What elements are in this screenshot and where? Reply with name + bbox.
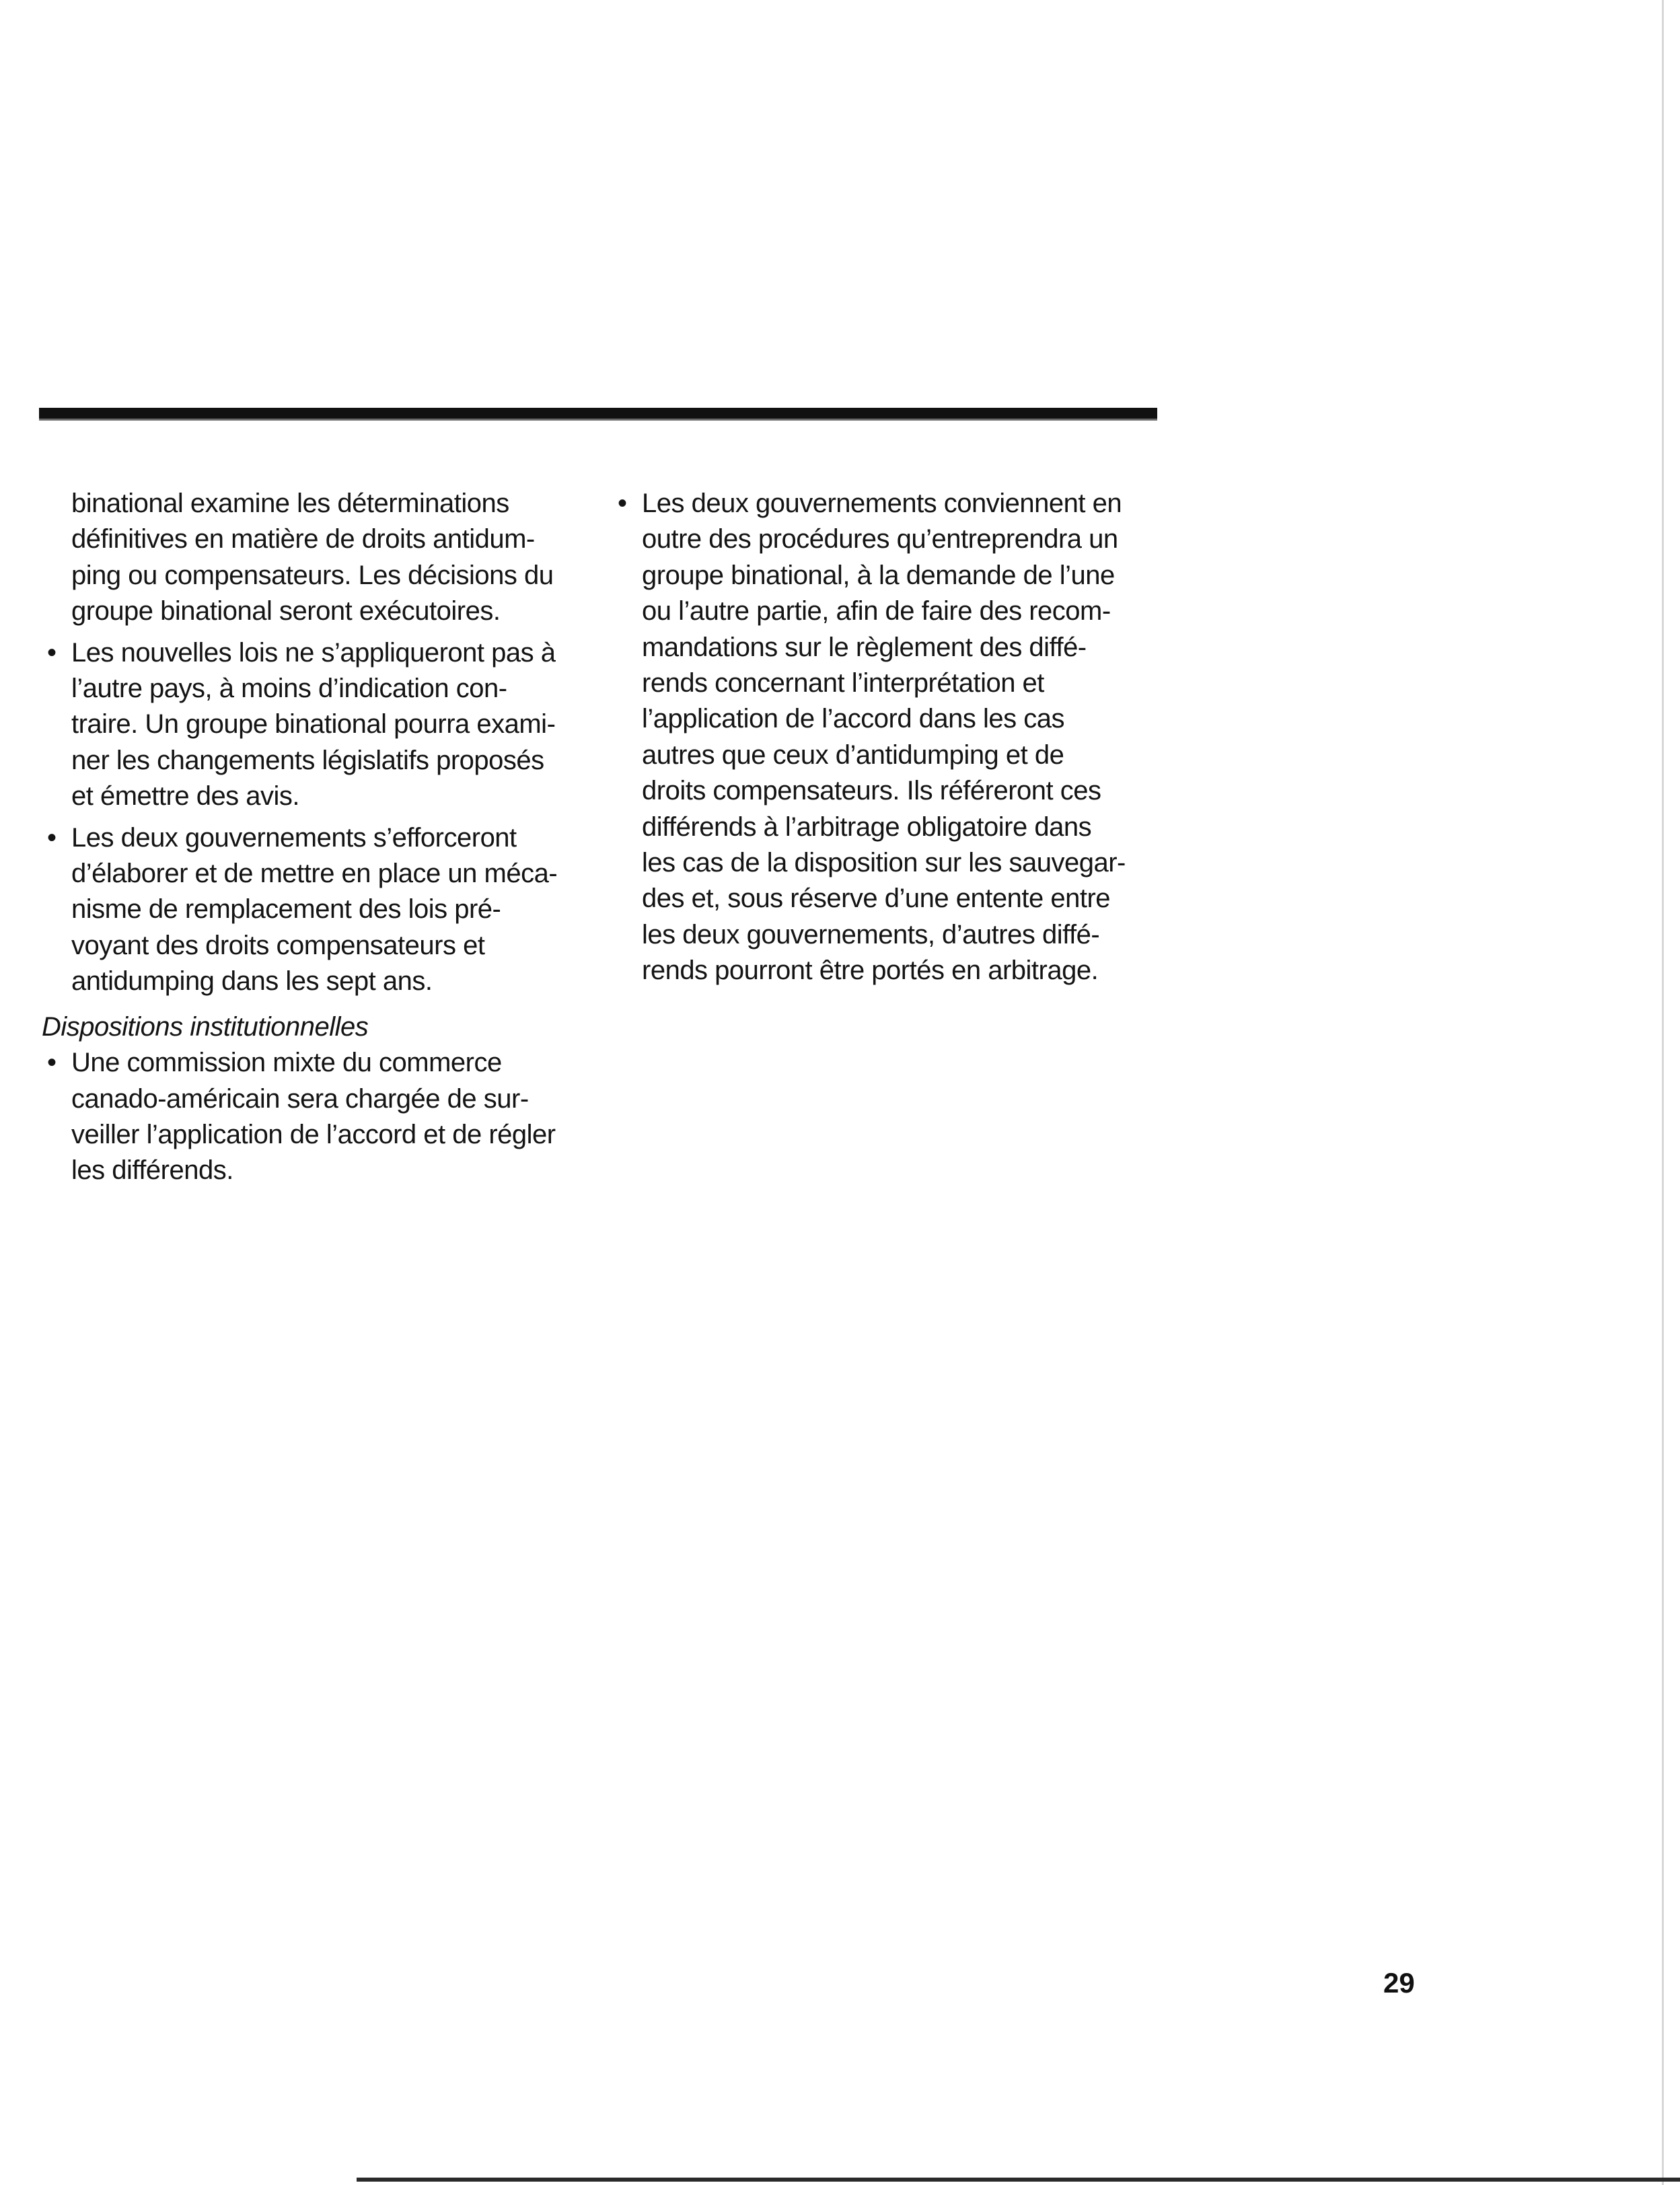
left-column (42, 486, 607, 1189)
text-line: d’élaborer et de mettre en place un méca- (71, 859, 558, 889)
bullet-marker: • (618, 489, 627, 518)
text-line: voyant des droits compensateurs et (71, 930, 485, 960)
bullet-item (42, 1045, 607, 1189)
text-line: l’autre pays, à moins d’indication con- (71, 674, 507, 704)
bullet-marker: • (47, 1048, 57, 1078)
text-line: autres que ceux d’antidumping et de (642, 740, 1064, 770)
text-line: traire. Un groupe binational pourra exami- (71, 709, 556, 740)
text-line: nisme de remplacement des lois pré- (71, 894, 501, 925)
bullet-item (612, 486, 1164, 989)
continued-paragraph (42, 486, 607, 630)
text-line: les deux gouvernements, d’autres diffé- (642, 919, 1100, 950)
bullet-marker: • (47, 637, 57, 668)
text-line: les différends. (71, 1155, 233, 1186)
text-line: ner les changements législatifs proposés (71, 745, 544, 775)
page-edge (1662, 0, 1664, 2185)
section-subheading: Dispositions institutionnelles (42, 1011, 369, 1042)
text-line: binational examine les déterminations (71, 489, 509, 518)
text-line: mandations sur le règlement des diffé- (642, 632, 1087, 662)
text-line: groupe binational seront exécutoires. (71, 596, 501, 626)
text-line: et émettre des avis. (71, 781, 300, 812)
text-line: Une commission mixte du commerce (71, 1048, 502, 1078)
text-line: Les deux gouvernements conviennent en (642, 489, 1122, 518)
text-line: définitives en matière de droits antidum- (71, 524, 535, 554)
text-line: Les deux gouvernements s’efforceront (71, 822, 517, 853)
text-line: veiller l’application de l’accord et de régler (71, 1119, 556, 1149)
text-line: ping ou compensateurs. Les décisions du (71, 560, 554, 590)
text-line: rends concernant l’interprétation et (642, 668, 1044, 699)
text-line: les cas de la disposition sur les sauvegar- (642, 848, 1126, 878)
text-line: droits compensateurs. Ils référeront ces (642, 776, 1101, 806)
bullet-item (42, 820, 607, 1000)
text-line: canado-américain sera chargée de sur- (71, 1083, 529, 1114)
text-line: outre des procédures qu’entreprendra un (642, 524, 1118, 554)
text-line: l’application de l’accord dans les cas (642, 704, 1065, 734)
right-column (612, 486, 1164, 989)
text-line: rends pourront être portés en arbitrage. (642, 956, 1099, 986)
page-number: 29 (1383, 1967, 1415, 1999)
bullet-item (42, 635, 607, 815)
text-line: ou l’autre partie, afin de faire des recom- (642, 596, 1111, 626)
bottom-rule (357, 2178, 1680, 2182)
text-line: antidumping dans les sept ans. (71, 966, 433, 997)
top-rule (39, 408, 1157, 421)
bullet-marker: • (47, 822, 57, 853)
text-line: groupe binational, à la demande de l’une (642, 560, 1115, 590)
text-line: Les nouvelles lois ne s’appliqueront pas à (71, 637, 556, 668)
text-line: différends à l’arbitrage obligatoire dans (642, 812, 1092, 842)
text-line: des et, sous réserve d’une entente entre (642, 884, 1111, 914)
